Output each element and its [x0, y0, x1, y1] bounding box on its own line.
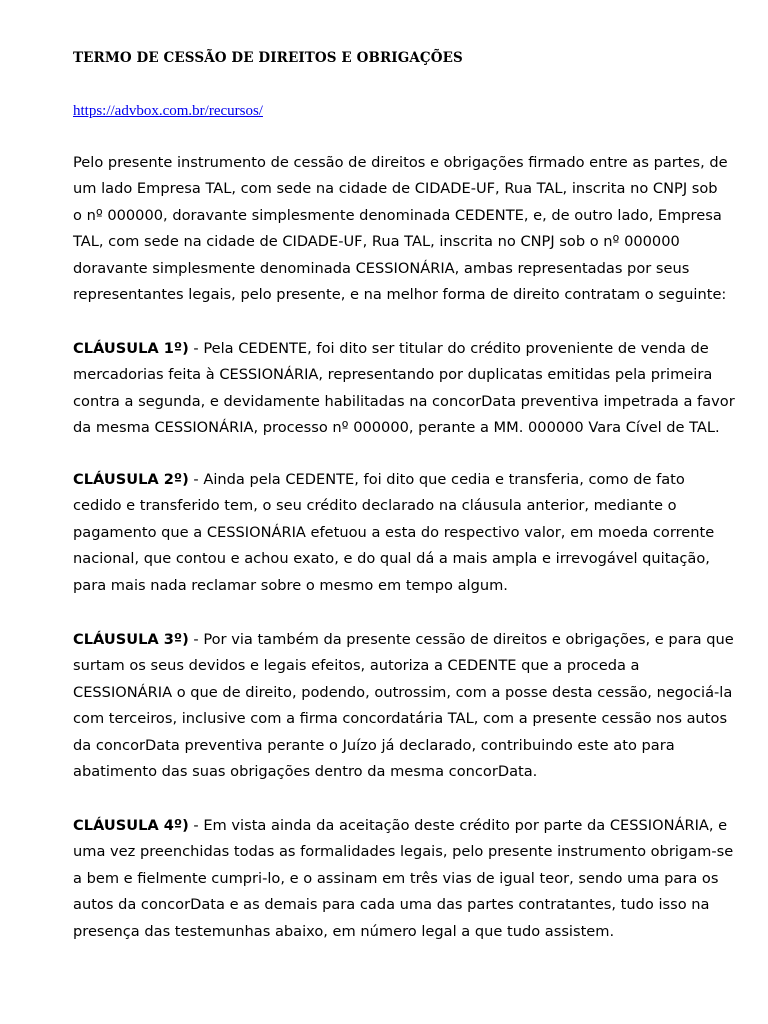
clause-text: - Ainda pela CEDENTE, foi dito que cedia e transferia, como de fato: [188, 471, 685, 488]
clause-line: surtam os seus devidos e legais efeitos, autoriza a CEDENTE que a proceda a: [73, 657, 640, 675]
clause-line: [73, 467, 713, 493]
clause-line: contra a segunda, e devidamente habilitadas na concorData preventiva impetrada a favor: [73, 392, 735, 410]
clause-line: [73, 336, 713, 362]
intro-paragraph: [73, 150, 728, 308]
clause-line: cedido e transferido tem, o seu crédito declarado na cláusula anterior, mediante o: [73, 497, 677, 515]
clause-line: com terceiros, inclusive com a firma concordatária TAL, com a presente cessão nos autos: [73, 710, 728, 728]
document-title: TERMO DE CESSÃO DE DIREITOS E OBRIGAÇÕES: [73, 50, 463, 66]
clause-1-paragraph: [73, 336, 735, 442]
intro-line: Pelo presente instrumento de cessão de direitos e obrigações firmado entre as partes, de: [73, 154, 728, 171]
clause-text: - Em vista ainda da aceitação deste crédito por parte da CESSIONÁRIA, e: [188, 817, 728, 834]
clause-line: para mais nada reclamar sobre o mesmo em tempo algum.: [73, 576, 508, 594]
clause-line: a bem e fielmente cumpri-lo, e o assinam em três vias de igual teor, sendo uma para os: [73, 869, 719, 887]
clause-line: mercadorias feita à CESSIONÁRIA, representando por duplicatas emitidas pela primeira: [73, 366, 713, 384]
clause-line: da concorData preventiva perante o Juízo já declarado, contribuindo este ato para: [73, 736, 675, 754]
clause-line: CESSIONÁRIA o que de direito, podendo, outrossim, com a posse desta cessão, negociá-la: [73, 683, 733, 701]
clause-1-label: CLÁUSULA 1º): [73, 340, 189, 357]
clause-line: presença das testemunhas abaixo, em número legal a que tudo assistem.: [73, 922, 615, 940]
intro-line: TAL, com sede na cidade de CIDADE-UF, Rua TAL, inscrita no CNPJ sob o nº 000000: [73, 233, 680, 251]
clause-3-label: CLÁUSULA 3º): [73, 631, 189, 648]
clause-2-paragraph: [73, 467, 713, 599]
clause-line: [73, 627, 734, 653]
source-link[interactable]: https://advbox.com.br/recursos/: [73, 103, 263, 119]
clause-text: - Pela CEDENTE, foi dito ser titular do crédito proveniente de venda de: [188, 340, 709, 357]
clause-line: nacional, que contou e achou exato, e do qual dá a mais ampla e irrevogável quitação,: [73, 550, 710, 568]
clause-2-label: CLÁUSULA 2º): [73, 471, 189, 488]
clause-text: - Por via também da presente cessão de direitos e obrigações, e para que: [188, 631, 734, 648]
clause-line: abatimento das suas obrigações dentro da mesma concorData.: [73, 763, 538, 781]
clause-line: [73, 813, 728, 839]
clause-4-paragraph: [73, 813, 734, 945]
intro-line: o nº 000000, doravante simplesmente denominada CEDENTE, e, de outro lado, Empresa: [73, 206, 722, 224]
intro-line: doravante simplesmente denominada CESSIONÁRIA, ambas representadas por seus: [73, 259, 690, 277]
clause-line: autos da concorData e as demais para cada uma das partes contratantes, tudo isso na: [73, 896, 710, 914]
clause-4-label: CLÁUSULA 4º): [73, 817, 189, 834]
intro-line: representantes legais, pelo presente, e na melhor forma de direito contratam o seguinte:: [73, 286, 727, 304]
clause-line: uma vez preenchidas todas as formalidades legais, pelo presente instrumento obrigam-se: [73, 843, 734, 861]
clause-3-paragraph: [73, 627, 734, 785]
intro-line: um lado Empresa TAL, com sede na cidade de CIDADE-UF, Rua TAL, inscrita no CNPJ sob: [73, 180, 718, 198]
clause-line: da mesma CESSIONÁRIA, processo nº 000000, perante a MM. 000000 Vara Cível de TAL.: [73, 419, 720, 437]
clause-line: pagamento que a CESSIONÁRIA efetuou a esta do respectivo valor, em moeda corrente: [73, 523, 715, 541]
